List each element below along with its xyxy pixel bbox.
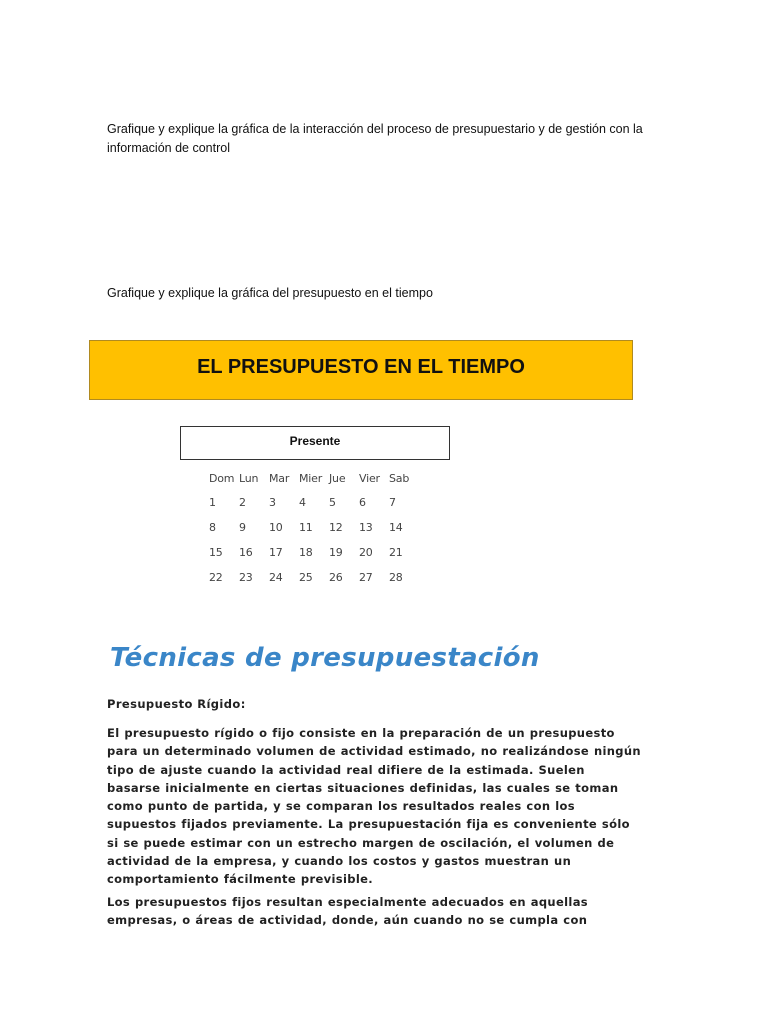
calendar-date: 4	[299, 496, 306, 509]
calendar-day-header: Vier	[359, 471, 380, 485]
paragraph-line: Los presupuestos fijos resultan especialmente adecuados en aquellas	[107, 895, 589, 909]
calendar-date: 26	[329, 571, 343, 584]
calendar-date: 7	[389, 496, 396, 509]
calendar-week-row	[206, 540, 422, 565]
budget-over-time-banner	[89, 340, 633, 400]
question-2: Grafique y explique la gráfica del presupuesto en el tiempo	[107, 286, 433, 300]
paragraph-line: comportamiento fácilmente previsible.	[107, 872, 374, 887]
calendar-date: 15	[209, 546, 223, 559]
calendar-date: 23	[239, 571, 253, 584]
paragraph-line: si se puede estimar con un estrecho margen de oscilación, el volumen de	[107, 835, 615, 850]
calendar-date: 21	[389, 546, 403, 559]
calendar-date: 24	[269, 571, 283, 584]
paragraph-line: basarse inicialmente en ciertas situaciones definidas, las cuales se toman	[107, 780, 619, 795]
calendar-date: 3	[269, 496, 276, 509]
paragraph-line: como punto de partida, y se comparan los resultados reales con los	[107, 799, 575, 814]
calendar-date: 2	[239, 496, 246, 509]
calendar-date: 5	[329, 496, 336, 509]
paragraph-2	[107, 893, 667, 930]
calendar-date: 28	[389, 571, 403, 584]
section-heading: Técnicas de presupuestación	[110, 643, 540, 673]
paragraph-line: supuestos fijados previamente. La presupuestación fija es conveniente sólo	[107, 817, 630, 832]
calendar-date: 9	[239, 521, 246, 534]
calendar-date: 18	[299, 546, 313, 559]
calendar-date: 20	[359, 546, 373, 559]
calendar-day-header: Mier	[299, 471, 323, 485]
calendar-date: 8	[209, 521, 216, 534]
calendar-week-row	[206, 565, 422, 590]
calendar-date: 27	[359, 571, 373, 584]
paragraph-line: para un determinado volumen de actividad estimado, no realizándose ningún	[107, 744, 641, 759]
calendar-date: 17	[269, 546, 283, 559]
calendar-day-header: Lun	[239, 471, 259, 485]
present-box	[180, 426, 450, 460]
calendar-date: 16	[239, 546, 253, 559]
calendar-date: 19	[329, 546, 343, 559]
calendar-date: 14	[389, 521, 403, 534]
present-label: Presente	[289, 434, 341, 448]
question-1-line-1: Grafique y explique la gráfica de la interacción del proceso de presupuestario y de gestión con la	[107, 122, 643, 136]
calendar-date: 1	[209, 496, 216, 509]
calendar-day-header: Jue	[329, 471, 346, 485]
calendar-date: 10	[269, 521, 283, 534]
calendar-date: 22	[209, 571, 223, 584]
question-1	[107, 120, 667, 158]
calendar-day-header: Dom	[209, 471, 235, 485]
paragraph-line: actividad de la empresa, y cuando los costos y gastos muestran un	[107, 854, 572, 869]
banner-title: EL PRESUPUESTO EN EL TIEMPO	[197, 355, 525, 378]
question-1-line-2: información de control	[107, 141, 230, 155]
paragraph-line: empresas, o áreas de actividad, donde, aún cuando no se cumpla con	[107, 913, 588, 928]
paragraph-line: tipo de ajuste cuando la actividad real difiere de la estimada. Suelen	[107, 762, 585, 777]
calendar	[206, 466, 422, 590]
calendar-date: 6	[359, 496, 366, 509]
calendar-date: 11	[299, 521, 313, 534]
calendar-week-row	[206, 515, 422, 540]
calendar-week-row	[206, 490, 422, 515]
paragraph-line: El presupuesto rígido o fijo consiste en la preparación de un presupuesto	[107, 726, 615, 740]
section-subheading: Presupuesto Rígido:	[107, 697, 246, 711]
calendar-day-header: Sab	[389, 471, 410, 485]
calendar-date: 13	[359, 521, 373, 534]
calendar-date: 25	[299, 571, 313, 584]
calendar-header-row	[206, 466, 422, 490]
paragraph-1	[107, 724, 667, 889]
calendar-date: 12	[329, 521, 343, 534]
calendar-day-header: Mar	[269, 471, 290, 485]
